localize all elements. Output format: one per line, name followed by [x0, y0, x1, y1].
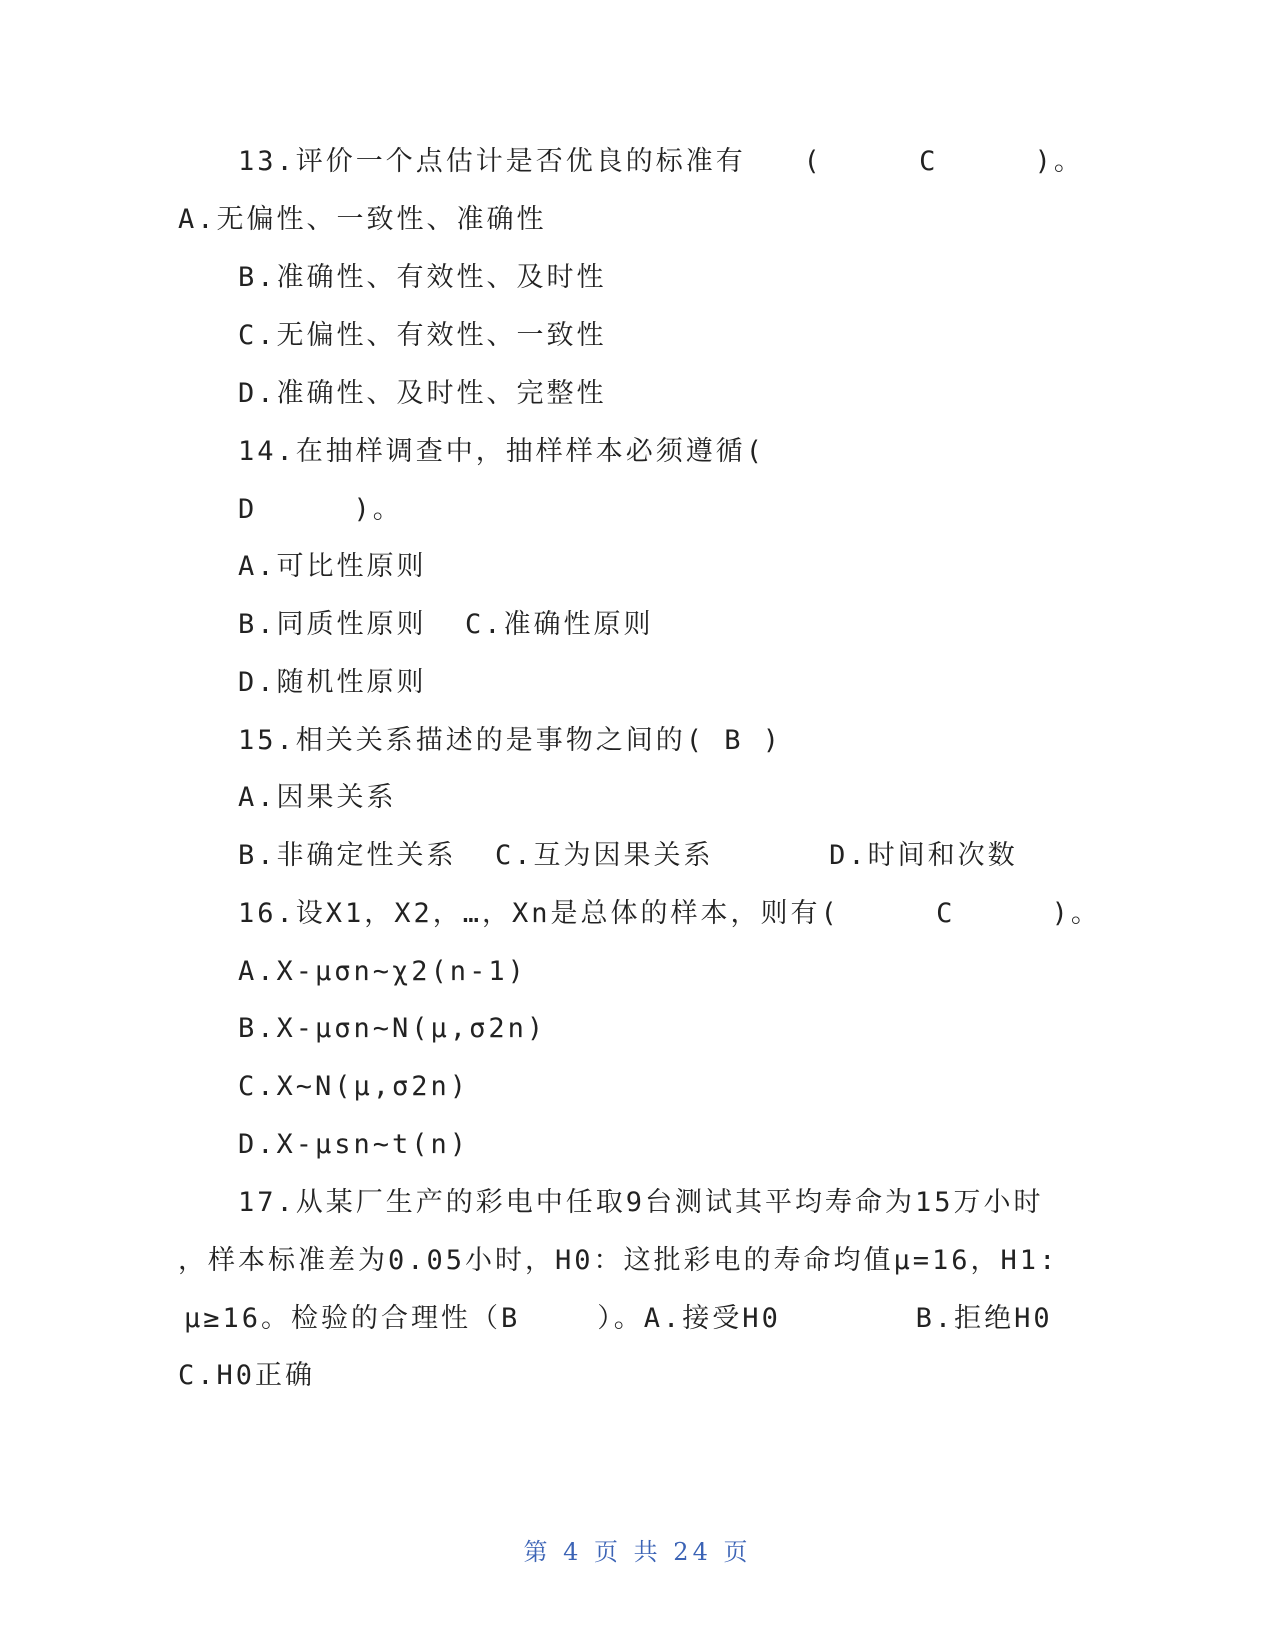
q16-option-d: D.X-μsn~t(n): [238, 1129, 470, 1160]
q15-option-b-c-d: B.非确定性关系 C.互为因果关系 D.时间和次数: [238, 840, 1018, 871]
q15-option-a: A.因果关系: [238, 782, 397, 813]
q17-line-2: ，样本标准差为0.05小时，H0：这批彩电的寿命均值μ=16，H1:: [178, 1245, 1059, 1276]
q16-option-b: B.X-μσn~N(μ,σ2n): [238, 1013, 547, 1044]
q13-stem: 13.评价一个点估计是否优良的标准有 ( C )。: [238, 146, 1084, 177]
q17-line-3: μ≥16。检验的合理性（B ）。A.接受H0 B.拒绝H0: [184, 1303, 1053, 1334]
q14-stem-continued: D )。: [238, 494, 403, 525]
q13-option-c: C.无偏性、有效性、一致性: [238, 320, 607, 351]
q14-option-d: D.随机性原则: [238, 667, 427, 698]
q16-option-c: C.X~N(μ,σ2n): [238, 1071, 470, 1102]
q13-option-d: D.准确性、及时性、完整性: [238, 378, 607, 409]
q14-option-a: A.可比性原则: [238, 551, 427, 582]
q17-line-1: 17.从某厂生产的彩电中任取9台测试其平均寿命为15万小时: [238, 1187, 1044, 1218]
q13-option-b: B.准确性、有效性、及时性: [238, 262, 607, 293]
q16-option-a: A.X-μσn~χ2(n-1): [238, 956, 527, 987]
q14-stem: 14.在抽样调查中，抽样样本必须遵循(: [238, 436, 766, 467]
page-footer: 第 4 页 共 24 页: [523, 1538, 752, 1566]
q15-stem: 15.相关关系描述的是事物之间的( B ): [238, 725, 783, 756]
q17-line-4: C.H0正确: [178, 1360, 316, 1391]
q14-option-b-c: B.同质性原则 C.准确性原则: [238, 609, 654, 640]
q13-option-a: A.无偏性、一致性、准确性: [178, 204, 547, 235]
q16-stem: 16.设X1，X2，…，Xn是总体的样本，则有( C )。: [238, 898, 1101, 929]
